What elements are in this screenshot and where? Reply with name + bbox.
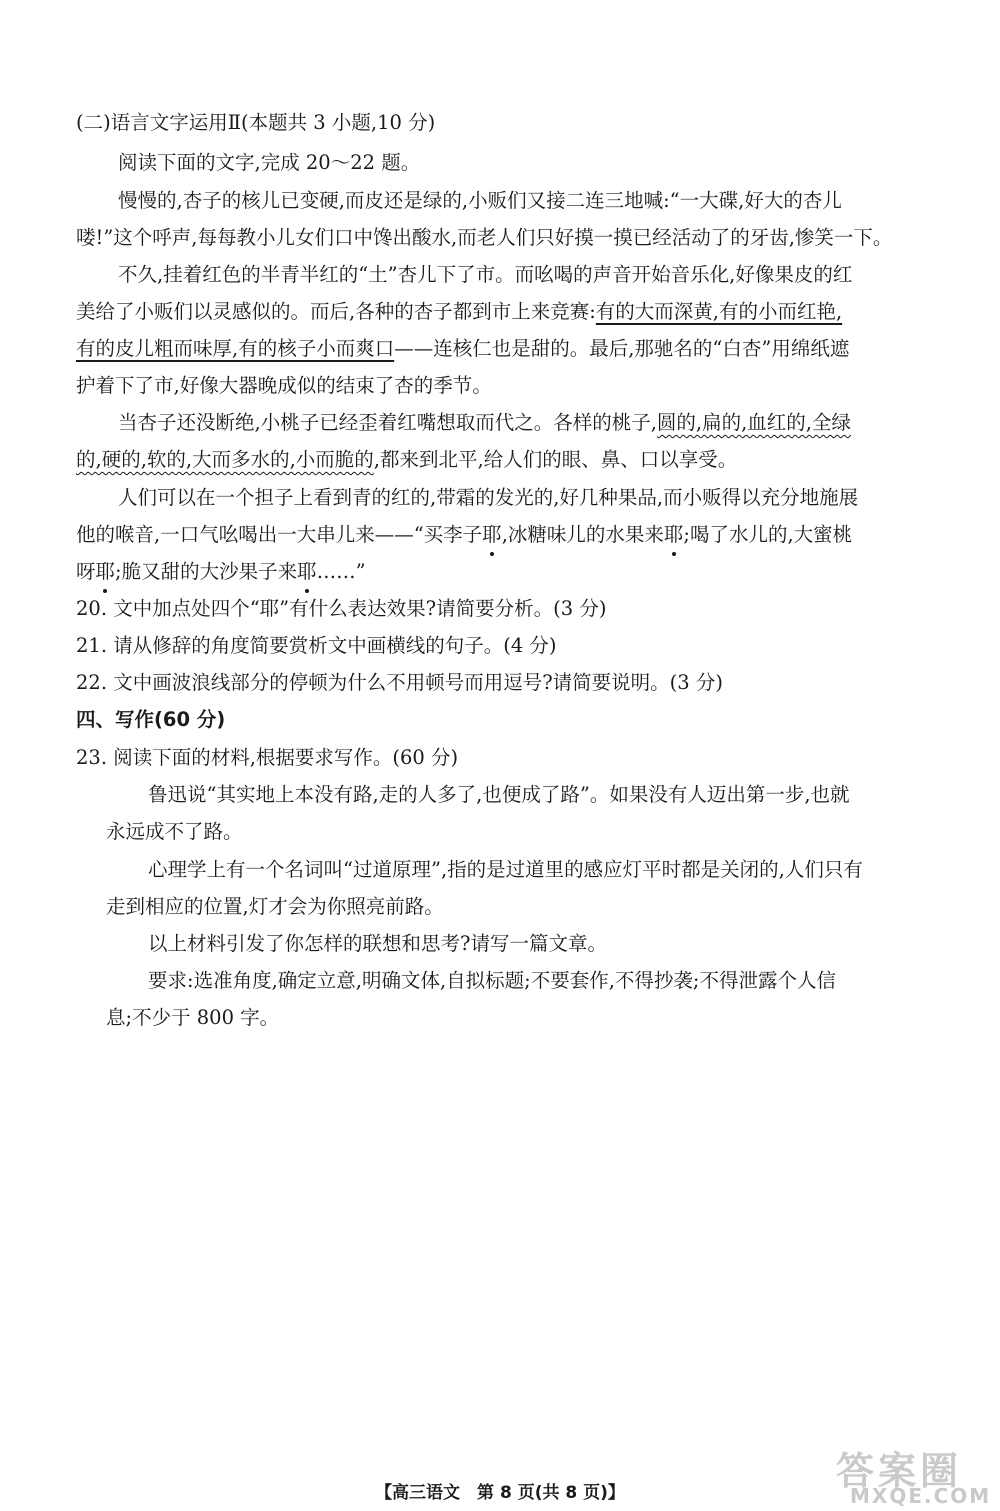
passage-p3-line2 (76, 450, 737, 470)
section-heading-language-use: (二)语言文字运用Ⅱ(本题共 3 小题,10 分) (76, 111, 436, 134)
material-2-line2: 走到相应的位置,灯才会为你照亮前路。 (106, 895, 444, 918)
wavy-underlined-part2: 的,硬的,软的,大而多水的,小而脆的 (76, 448, 374, 471)
passage-p2-line4: 护着下了市,好像大器晚成似的结束了杏的季节。 (76, 374, 492, 397)
material-1-line1: 鲁迅说“其实地上本没有路,走的人多了,也便成了路”。如果没有人迈出第一步,也就 (148, 783, 850, 806)
question-21: 21. 请从修辞的角度简要赏析文中画横线的句子。(4 分) (76, 634, 557, 657)
material-2-line1: 心理学上有一个名词叫“过道原理”,指的是过道里的感应灯平时都是关闭的,人们只有 (148, 858, 863, 881)
passage-p3-line2-text: ,都来到北平,给人们的眼、鼻、口以享受。 (373, 448, 738, 471)
requirements-line2: 息;不少于 800 字。 (106, 1006, 280, 1029)
passage-p1-line2: 喽!”这个呼声,每每教小儿女们口中馋出酸水,而老人们只好摸一摸已经活动了的牙齿,惨笑一下。 (76, 226, 893, 249)
passage-p4-line2-a: 他的喉音,一口气吆喝出一大串儿来——“买李子 (76, 523, 483, 546)
passage-p2-line1: 不久,挂着红色的半青半红的“土”杏儿下了市。而吆喝的声音开始音乐化,好像果皮的红 (118, 263, 853, 286)
passage-p4-line2 (76, 525, 852, 545)
watermark-url: MXQE.COM (850, 1484, 992, 1508)
question-22: 22. 文中画波浪线部分的停顿为什么不用顿号而用逗号?请简要说明。(3 分) (76, 671, 723, 694)
page-footer: 【高三语文 第 8 页(共 8 页)】 (375, 1483, 625, 1503)
passage-p2-line3 (76, 339, 849, 359)
passage-p4-line3-b: ;脆又甜的大沙果子来 (115, 560, 298, 583)
underlined-sentence-part1: 有的大而深黄,有的小而红艳, (595, 300, 843, 323)
question-20: 20. 文中加点处四个“耶”有什么表达效果?请简要分析。(3 分) (76, 597, 607, 620)
passage-p4-line3-c: ……” (316, 560, 366, 583)
dotted-ye-2: 耶 (663, 523, 684, 546)
passage-p4-line2-c: ;喝了水儿的,大蜜桃 (683, 523, 853, 546)
wavy-underlined-part1: 圆的,扁的,血红的,全绿 (656, 411, 852, 434)
question-23: 23. 阅读下面的材料,根据要求写作。(60 分) (76, 746, 459, 769)
material-3: 以上材料引发了你怎样的联想和思考?请写一篇文章。 (148, 932, 607, 955)
passage-p4-line3 (76, 562, 366, 582)
watermark-logo (828, 1440, 993, 1506)
reading-instruction: 阅读下面的文字,完成 20～22 题。 (118, 151, 421, 174)
watermark-text: 答案圈 (836, 1449, 963, 1493)
section-heading-writing: 四、写作(60 分) (76, 708, 226, 731)
material-1-line2: 永远成不了路。 (106, 820, 243, 843)
passage-p4-line2-b: ,冰糖味儿的水果来 (501, 523, 664, 546)
passage-p3-line1 (118, 413, 851, 433)
dotted-ye-1: 耶 (482, 523, 502, 546)
dotted-ye-4: 耶 (297, 560, 317, 583)
passage-p2-line3-text: ——连核仁也是甜的。最后,那驰名的“白杏”用绵纸遮 (394, 337, 850, 360)
underlined-sentence-part2: 有的皮儿粗而味厚,有的核子小而爽口 (76, 337, 395, 360)
passage-p4-line1: 人们可以在一个担子上看到青的红的,带霜的发光的,好几种果品,而小贩得以充分地施展 (118, 486, 859, 509)
dotted-ye-3: 耶 (95, 560, 116, 583)
passage-p1-line1: 慢慢的,杏子的核儿已变硬,而皮还是绿的,小贩们又接二连三地喊:“一大碟,好大的杏儿 (118, 189, 842, 212)
passage-p2-line2 (76, 302, 842, 322)
passage-p4-line3-a: 呀 (76, 560, 96, 583)
passage-p2-line2-text: 美给了小贩们以灵感似的。而后,各种的杏子都到市上来竞赛: (76, 300, 596, 323)
requirements-line1: 要求:选准角度,确定立意,明确文体,自拟标题;不要套作,不得抄袭;不得泄露个人信 (148, 969, 837, 992)
passage-p3-line1-text: 当杏子还没断绝,小桃子已经歪着红嘴想取而代之。各样的桃子, (118, 411, 657, 434)
